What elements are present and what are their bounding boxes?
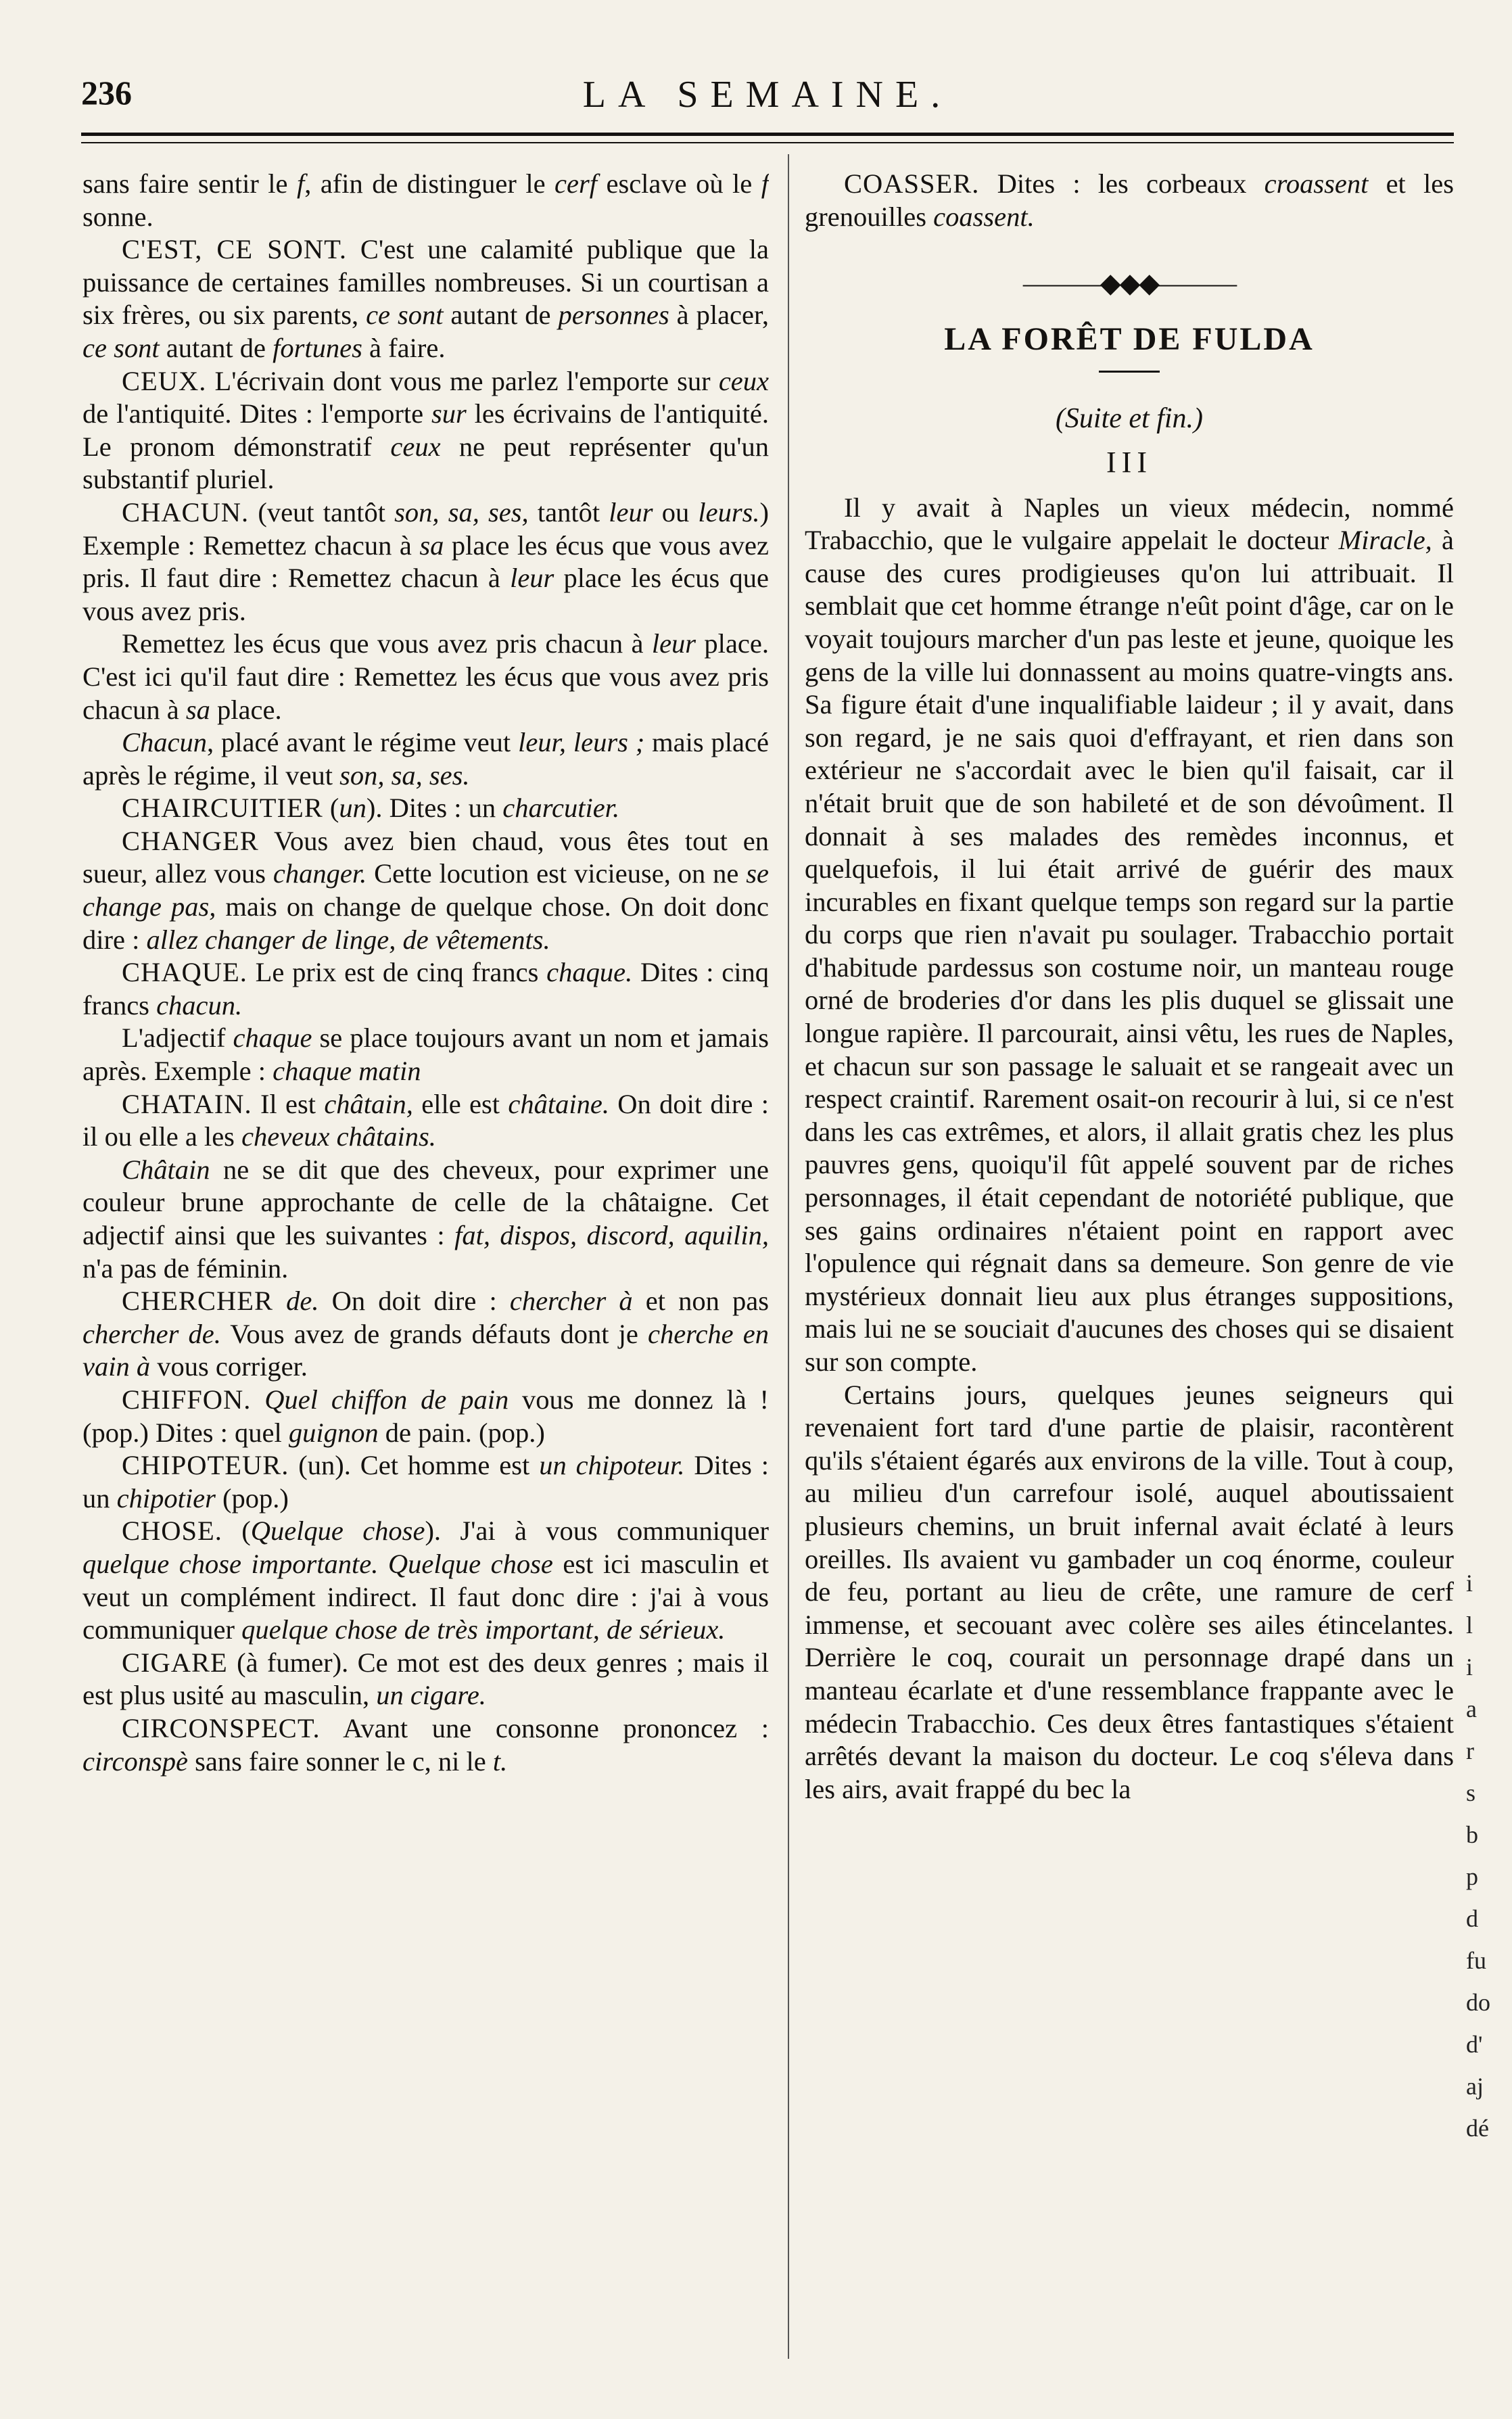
paragraph: Chacun, placé avant le régime veut leur, leurs ; mais placé après le régime, il veut son, sa, ses. [82, 727, 769, 791]
article-subtitle: (Suite et fin.) [1055, 403, 1204, 435]
article-title: LA FORÊT DE FULDA [944, 321, 1315, 357]
column-divider [788, 154, 789, 2359]
entry-term: CHAIRCUITIER [122, 793, 323, 824]
fragment: dé [1466, 2115, 1489, 2142]
entry-circonspect: CIRCONSPECT. Avant une consonne prononcez : circonspè sans faire sonner le c, ni le t. [82, 1712, 769, 1777]
fragment: i [1466, 1653, 1473, 1681]
fragment: do [1466, 1989, 1490, 2016]
entry-term: CIRCONSPECT. [122, 1712, 321, 1743]
entry-term: CHIFFON. [122, 1384, 252, 1415]
section-ornament: ———◆◆◆——— [1022, 268, 1236, 299]
fragment: a [1466, 1695, 1477, 1722]
entry-term: CHATAIN. [122, 1088, 252, 1119]
fragment: b [1466, 1821, 1478, 1848]
running-title: LA SEMAINE. [582, 74, 953, 116]
entry-changer: CHANGER Vous avez bien chaud, vous êtes tout en sueur, allez vous changer. Cette locution est vicieuse, on ne se change pas, mais on change de quelque chose. On doit donc dire : allez changer de linge, de vêtements. [82, 825, 769, 955]
entry-term: CHANGER [122, 825, 259, 856]
entry-chacun: CHACUN. (veut tantôt son, sa, ses, tantôt leur ou leurs.) Exemple : Remettez chacun à sa place les écus que vous avez pris. Il faut dire : Remettez chacun à leur place les écus que vous avez pris. [82, 496, 769, 626]
entry-term: CEUX. [122, 365, 207, 396]
title-rule [1099, 371, 1160, 373]
page-header [81, 73, 1454, 127]
entry-term: CHERCHER [122, 1286, 274, 1317]
entry-chiffon: CHIFFON. Quel chiffon de pain vous me donnez là ! (pop.) Dites : quel guignon de pain. (pop.) [82, 1384, 769, 1448]
paragraph: L'adjectif chaque se place toujours avant un nom et jamais après. Exemple : chaque matin [82, 1023, 769, 1087]
entry-term: CHIPOTEUR. [122, 1450, 289, 1481]
adjacent-page-fragments [1466, 1562, 1507, 2374]
entry-coasser: COASSER. Dites : les corbeaux croassent et les grenouilles coassent. [805, 168, 1454, 232]
story-paragraph: Certains jours, quelques jeunes seigneurs qui revenaient fort tard d'une partie de plaisir, racontèrent qu'ils s'étaient égarés aux environs de la ville. Tout à coup, au milieu d'un carrefour isolé, auquel aboutissaient plusieurs chemins, un bruit infernal avait éclaté à leurs oreilles. Ils avaient vu gambader un coq énorme, couleur de feu, portant au lieu de crête, une ramure de cerf immense, et secouant avec colère ses ailes étincelantes. Derrière le coq, courait un personnage drapé dans un manteau écarlate et d'une ressemblance frappante avec le médecin Trabacchio. Ces deux êtres fantastiques s'étaient arrêtés devant la maison du docteur. Le coq s'éleva dans les airs, avait frappé du bec la [805, 1379, 1454, 1804]
entry-term: CHOSE. [122, 1516, 222, 1547]
fragment: l [1466, 1612, 1473, 1639]
entry-chercher: CHERCHER de. On doit dire : chercher à et non pas chercher de. Vous avez de grands défauts dont je cherche en vain à vous corriger. [82, 1286, 769, 1382]
entry-chatain: CHATAIN. Il est châtain, elle est châtaine. On doit dire : il ou elle a les cheveux châtains. [82, 1088, 769, 1152]
left-column [82, 168, 769, 2393]
paragraph: Remettez les écus que vous avez pris chacun à leur place. C'est ici qu'il faut dire : Remettez les écus que vous avez pris chacun à sa place. [82, 628, 769, 725]
entry-term: CHAQUE. [122, 957, 247, 988]
fragment: i [1466, 1570, 1473, 1597]
entry-cigare: CIGARE (à fumer). Ce mot est des deux genres ; mais il est plus usité au masculin, un cigare. [82, 1647, 769, 1711]
fragment: s [1466, 1779, 1476, 1806]
entry-term: CHACUN. [122, 496, 250, 527]
right-column [805, 168, 1454, 2393]
fragment: fu [1466, 1947, 1486, 1974]
fragment: d' [1466, 2031, 1483, 2058]
paragraph: Châtain ne se dit que des cheveux, pour exprimer une couleur brune approchante de celle de la châtaigne. Cet adjectif ainsi que les suivantes : fat, dispos, discord, aquilin, n'a pas de féminin. [82, 1154, 769, 1284]
fragment: d [1466, 1905, 1478, 1932]
header-rule-thin [81, 142, 1454, 143]
fragment: r [1466, 1737, 1474, 1764]
story-paragraph: Il y avait à Naples un vieux médecin, nommé Trabacchio, que le vulgaire appelait le docteur Miracle, à cause des cures prodigieuses qu'on lui attribuait. Il semblait que cet homme étrange n'eût point d'âge, car on le voyait toujours marcher d'un pas leste et jeune, quoique les gens de la ville lui donnassent au moins quatre-vingts ans. Sa figure était d'une inqualifiable laideur ; il y avait, dans son regard, je ne sais quoi d'effrayant, et rien dans son extérieur ne s'accordait avec le bien qu'il faisait, car il n'était bruit que de son habileté et de son dévoûment. Il donnait à ses malades des remèdes inconnus, et quelquefois, il lui était arrivé de guérir des maux incurables en fixant quelque temps son regard sur la partie du corps que rien n'avait pu soulager. Trabacchio portait d'habitude pardessus son costume noir, un manteau rouge orné de broderies d'or dans les plis duquel se glissait une longue rapière. Il parcourait, ainsi vêtu, les rues de Naples, et chacun sur son passage le saluait et se rangeait avec un respect craintif. Rarement osait-on recourir à lui, si ce n'est dans les cas extrêmes, et alors, il allait gratis chez les plus pauvres gens, quoiqu'il fût appelé souvent par de riches personnages, il était cependant de notoriété publique, que ses gains ordinaires n'étaient point en rapport avec l'opulence qui régnait dans sa demeure. Son genre de vie mystérieux donnait lieu aux plus étranges suppositions, mais lui ne se souciait d'aucunes des choses qui se disaient sur son compte. [805, 492, 1454, 1377]
page-number: 236 [81, 74, 132, 112]
entry-chose: CHOSE. (Quelque chose). J'ai à vous communiquer quelque chose importante. Quelque chose est ici masculin et veut un complément indirect. Il faut donc dire : j'ai à vous communiquer quelque chose de très important, de sérieux. [82, 1516, 769, 1645]
entry-term: COASSER. [844, 168, 980, 199]
entry-chipoteur: CHIPOTEUR. (un). Cet homme est un chipoteur. Dites : un chipotier (pop.) [82, 1450, 769, 1513]
chapter-number: III [1106, 445, 1152, 479]
entry-chaque: CHAQUE. Le prix est de cinq francs chaque. Dites : cinq francs chacun. [82, 957, 769, 1020]
entry-chaircuitier: CHAIRCUITIER (un). Dites : un charcutier. [122, 793, 620, 824]
entry-cest-ce-sont: C'EST, CE SONT. C'est une calamité publique que la puissance de certaines familles nombreuses. Si un courtisan a six frères, ou six parents, ce sont autant de personnes à placer, ce sont autant de fortunes à faire. [82, 234, 769, 363]
paragraph: sans faire sentir le f, afin de distinguer le cerf esclave où le f sonne. [82, 168, 769, 232]
entry-ceux: CEUX. L'écrivain dont vous me parlez l'emporte sur ceux de l'antiquité. Dites : l'emporte sur les écrivains de l'antiquité. Le pronom démonstratif ceux ne peut représenter qu'un substantif pluriel. [82, 365, 769, 495]
entry-term: CIGARE [122, 1647, 228, 1678]
header-rule-thick [81, 133, 1454, 136]
fragment: aj [1466, 2073, 1484, 2100]
entry-term: C'EST, CE SONT. [122, 234, 347, 265]
fragment: p [1466, 1863, 1478, 1890]
